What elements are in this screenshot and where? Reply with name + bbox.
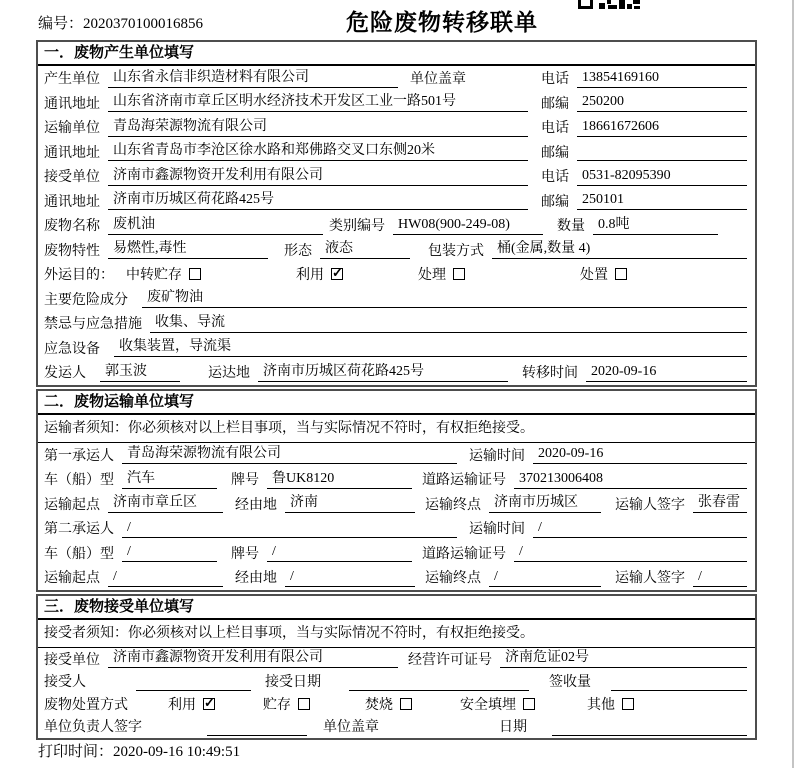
vehicle2-license-field: / xyxy=(514,543,747,562)
checkbox-disposal-landfill xyxy=(523,698,535,710)
equipment-label: 应急设备 xyxy=(44,341,100,357)
row-receiver-address xyxy=(38,189,755,214)
receiver-value-field: 济南市鑫源物资开发利用有限公司 xyxy=(108,167,528,186)
section-receiver xyxy=(36,594,757,740)
transporter-notice: 运输者须知：你必须核对以上栏目事项，当与实际情况不符时，有权拒绝接受。 xyxy=(38,415,755,443)
row-carrier-2 xyxy=(38,516,755,541)
equipment-field: 收集装置，导流渠 xyxy=(114,338,747,357)
date-label: 日期 xyxy=(499,720,527,736)
transporter-address-field: 山东省青岛市李沧区徐水路和郑佛路交叉口东侧20米 xyxy=(108,142,528,161)
packing-label: 包装方式 xyxy=(428,243,484,259)
checkbox-disposal-storage xyxy=(298,698,310,710)
phone-label: 电话 xyxy=(541,170,569,186)
producer-postcode-field: 250200 xyxy=(577,93,747,112)
postcode-label: 邮编 xyxy=(541,96,569,112)
row-carrier-1 xyxy=(38,443,755,468)
carrier2-label: 第二承运人 xyxy=(44,522,114,538)
route-start-label: 运输起点 xyxy=(44,571,100,587)
carrier2-time-field: / xyxy=(533,519,747,538)
vehicle2-type-field: / xyxy=(122,543,217,562)
option-label: 利用 xyxy=(296,268,324,284)
print-time-value: 2020-09-16 10:49:51 xyxy=(113,744,241,760)
transport-time-label: 运输时间 xyxy=(469,522,525,538)
print-time-label: 打印时间： xyxy=(38,744,114,760)
producer-value-field: 山东省永信非织造材料有限公司 xyxy=(108,69,398,88)
waste-qty-label: 数量 xyxy=(557,219,585,235)
producer-label: 产生单位 xyxy=(44,72,100,88)
row-route-1 xyxy=(38,492,755,517)
hazard-label: 主要危险成分 xyxy=(44,292,128,308)
option-label: 贮存 xyxy=(263,697,291,713)
option-label: 中转贮存 xyxy=(126,268,182,284)
row-dispatch xyxy=(38,360,755,385)
disposal-option-incinerate xyxy=(365,694,412,714)
row-route-2 xyxy=(38,565,755,590)
transporter-phone-field: 18661672606 xyxy=(577,118,747,137)
row-disposal-method xyxy=(38,693,755,716)
responsible-sign-field xyxy=(207,717,307,736)
section-transporter-title: 二．废物运输单位填写 xyxy=(38,391,755,415)
row-waste-character xyxy=(38,238,755,263)
checkbox-disposal-incinerate xyxy=(400,698,412,710)
hazard-field: 废矿物油 xyxy=(142,289,747,308)
row-accept xyxy=(38,670,755,693)
route1-start-field: 济南市章丘区 xyxy=(108,494,223,513)
phone-label: 电话 xyxy=(541,121,569,137)
page-title: 危险废物转移联单 xyxy=(346,10,538,35)
route-via-label: 经由地 xyxy=(235,571,277,587)
row-waste-name xyxy=(38,213,755,238)
checkbox-transfer-storage xyxy=(189,268,201,280)
destination-field: 济南市历城区荷花路425号 xyxy=(258,363,508,382)
document-header xyxy=(0,0,796,40)
carrier1-field: 青岛海荣源物流有限公司 xyxy=(122,445,457,464)
route-via-label: 经由地 xyxy=(235,497,277,513)
section-producer-title: 一．废物产生单位填写 xyxy=(38,42,755,66)
receiver-phone-field: 0531-82095390 xyxy=(577,167,747,186)
emergency-label: 禁忌与应急措施 xyxy=(44,317,142,333)
route1-via-field: 济南 xyxy=(285,494,415,513)
purpose-option-treat xyxy=(418,264,465,284)
route2-start-field: / xyxy=(108,568,223,587)
vehicle-type-label: 车（船）型 xyxy=(44,546,114,562)
waste-form-label: 形态 xyxy=(284,243,312,259)
responsible-sign-label: 单位负责人签字 xyxy=(44,720,142,736)
row-vehicle-2 xyxy=(38,541,755,566)
option-label: 处理 xyxy=(418,268,446,284)
unit-seal-label: 单位盖章 xyxy=(323,720,379,736)
business-license-field: 济南危证02号 xyxy=(500,649,747,668)
route2-end-field: / xyxy=(489,568,601,587)
section-producer xyxy=(36,40,757,387)
checkbox-recycle xyxy=(331,268,343,280)
receiver-label: 接受单位 xyxy=(44,170,100,186)
checkbox-treat xyxy=(453,268,465,280)
disposal-option-other xyxy=(587,694,634,714)
vehicle-type-label: 车（船）型 xyxy=(44,473,114,489)
vehicle1-license-field: 370213006408 xyxy=(514,470,747,489)
disposal-option-landfill xyxy=(460,694,535,714)
vehicle2-plate-field: / xyxy=(267,543,412,562)
carrier2-field: / xyxy=(122,519,457,538)
route2-sign-field: / xyxy=(693,568,747,587)
carrier1-label: 第一承运人 xyxy=(44,448,114,464)
seal-label: 单位盖章 xyxy=(410,72,466,88)
row-producer xyxy=(38,66,755,91)
row-purpose xyxy=(38,262,755,287)
waste-character-label: 废物特性 xyxy=(44,243,100,259)
carrier-sign-label: 运输人签字 xyxy=(615,497,685,513)
transfer-time-label: 转移时间 xyxy=(522,366,578,382)
address-label: 通讯地址 xyxy=(44,145,100,161)
option-label: 利用 xyxy=(168,697,196,713)
checkbox-disposal-other xyxy=(622,698,634,710)
waste-qty-field: 0.8吨 xyxy=(593,216,718,235)
receiver-notice: 接受者须知：你必须核对以上栏目事项，当与实际情况不符时，有权拒绝接受。 xyxy=(38,620,755,648)
producer-address-field: 山东省济南市章丘区明水经济技术开发区工业一路501号 xyxy=(108,93,528,112)
received-qty-label: 签收量 xyxy=(549,675,591,691)
route2-via-field: / xyxy=(285,568,415,587)
receiver-postcode-field: 250101 xyxy=(577,191,747,210)
page-edge-divider xyxy=(792,0,794,768)
serial-label: 编号： xyxy=(38,16,84,32)
postcode-label: 邮编 xyxy=(541,145,569,161)
waste-form-field: 液态 xyxy=(320,240,410,259)
serial-value: 2020370100016856 xyxy=(83,16,204,32)
receiver-address-field: 济南市历城区荷花路425号 xyxy=(108,191,528,210)
waste-name-field: 废机油 xyxy=(108,216,323,235)
option-label: 安全填埋 xyxy=(460,697,516,713)
option-label: 焚烧 xyxy=(365,697,393,713)
purpose-option-recycle xyxy=(296,264,343,284)
postcode-label: 邮编 xyxy=(541,194,569,210)
address-label: 通讯地址 xyxy=(44,194,100,210)
producer-phone-field: 13854169160 xyxy=(577,69,747,88)
purpose-option-transfer xyxy=(126,264,201,284)
destination-label: 运达地 xyxy=(208,366,250,382)
disposal-option-recycle xyxy=(168,694,215,714)
sender-field: 郭玉波 xyxy=(100,363,180,382)
disposal-label: 废物处置方式 xyxy=(44,697,128,713)
row-receive-unit xyxy=(38,648,755,671)
vehicle1-type-field: 汽车 xyxy=(122,470,217,489)
receive-unit-field: 济南市鑫源物资开发利用有限公司 xyxy=(108,649,398,668)
row-emergency-equipment xyxy=(38,336,755,361)
transporter-value-field: 青岛海荣源物流有限公司 xyxy=(108,118,528,137)
section-transporter xyxy=(36,389,757,592)
option-label: 处置 xyxy=(580,268,608,284)
carrier-sign-label: 运输人签字 xyxy=(615,571,685,587)
section-receiver-title: 三．废物接受单位填写 xyxy=(38,596,755,620)
phone-label: 电话 xyxy=(541,72,569,88)
option-label: 其他 xyxy=(587,697,615,713)
disposal-option-storage xyxy=(263,694,310,714)
transporter-label: 运输单位 xyxy=(44,121,100,137)
business-license-label: 经营许可证号 xyxy=(408,652,492,668)
route-end-label: 运输终点 xyxy=(425,497,481,513)
received-qty-field xyxy=(611,672,747,691)
accept-person-label: 接受人 xyxy=(44,675,86,691)
accept-person-field xyxy=(136,672,251,691)
plate-label: 牌号 xyxy=(231,473,259,489)
vehicle1-plate-field: 鲁UK8120 xyxy=(267,470,412,489)
route1-end-field: 济南市历城区 xyxy=(489,494,601,513)
row-transporter xyxy=(38,115,755,140)
sender-label: 发运人 xyxy=(44,366,86,382)
purpose-label: 外运目的： xyxy=(44,268,114,284)
transport-time-label: 运输时间 xyxy=(469,448,525,464)
transporter-postcode-field xyxy=(577,142,747,161)
waste-code-label: 类别编号 xyxy=(329,219,385,235)
road-license-label: 道路运输证号 xyxy=(422,546,506,562)
date-field xyxy=(552,717,747,736)
route1-sign-field: 张春雷 xyxy=(693,494,747,513)
carrier1-time-field: 2020-09-16 xyxy=(533,445,747,464)
accept-date-field xyxy=(349,672,529,691)
route-start-label: 运输起点 xyxy=(44,497,100,513)
row-hazard-component xyxy=(38,287,755,312)
emergency-field: 收集、导流 xyxy=(150,314,747,333)
row-transporter-address xyxy=(38,140,755,165)
checkbox-disposal-recycle xyxy=(203,698,215,710)
address-label: 通讯地址 xyxy=(44,96,100,112)
print-time xyxy=(38,740,240,761)
row-emergency-measures xyxy=(38,311,755,336)
transfer-time-field: 2020-09-16 xyxy=(586,363,747,382)
row-producer-address xyxy=(38,91,755,116)
accept-date-label: 接受日期 xyxy=(265,675,321,691)
waste-name-label: 废物名称 xyxy=(44,219,100,235)
waste-character-field: 易燃性,毒性 xyxy=(108,240,268,259)
row-receiver xyxy=(38,164,755,189)
packing-field: 桶(金属,数量 4) xyxy=(492,240,747,259)
row-responsible-sign xyxy=(38,715,755,738)
manifest-form xyxy=(36,40,757,740)
plate-label: 牌号 xyxy=(231,546,259,562)
road-license-label: 道路运输证号 xyxy=(422,473,506,489)
checkbox-dispose xyxy=(615,268,627,280)
receive-unit-label: 接受单位 xyxy=(44,652,100,668)
route-end-label: 运输终点 xyxy=(425,571,481,587)
row-vehicle-1 xyxy=(38,467,755,492)
waste-code-field: HW08(900-249-08) xyxy=(393,216,543,235)
purpose-option-dispose xyxy=(580,264,627,284)
